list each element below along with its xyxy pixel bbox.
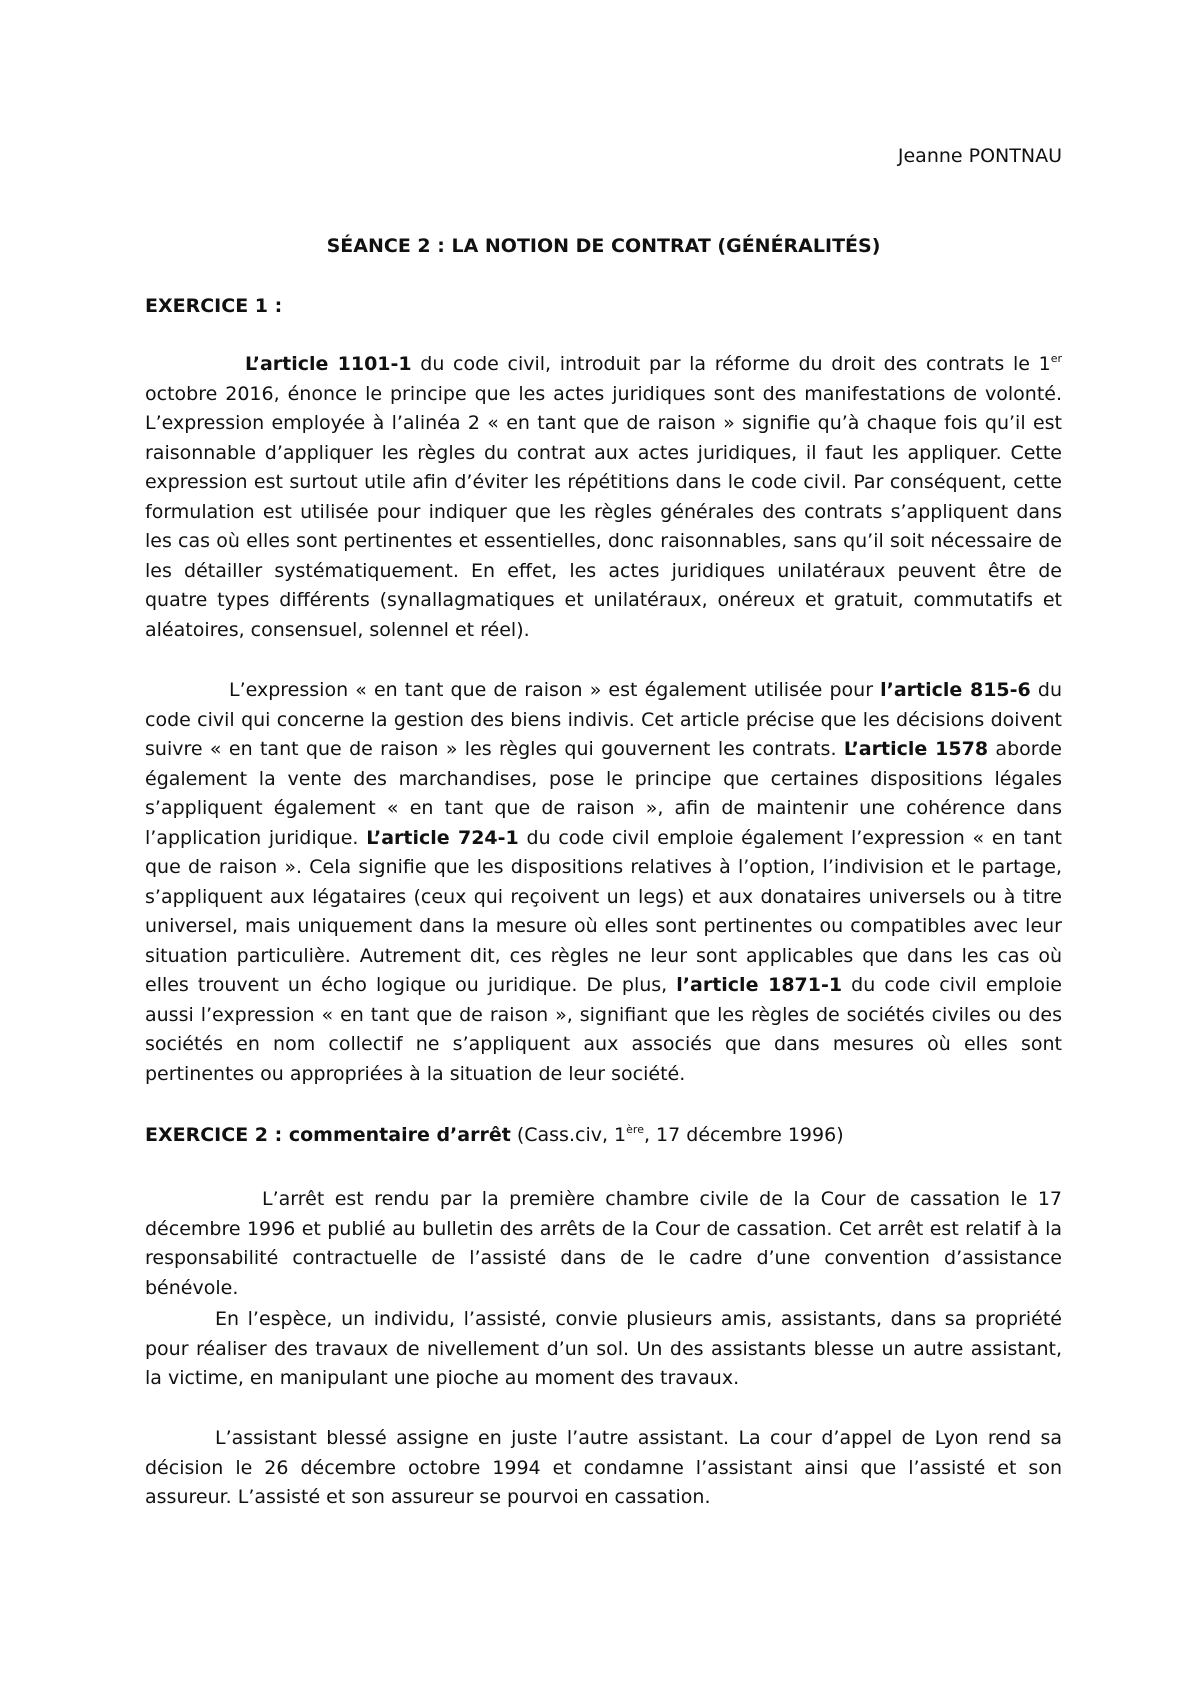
article-reference: L’article 1101-1	[245, 353, 412, 375]
date-day: 1	[1038, 353, 1051, 375]
exercise-1-heading: EXERCICE 1 :	[145, 295, 283, 317]
exercise-1-paragraph-1	[145, 350, 1062, 645]
article-reference: l’article 1871-1	[676, 974, 843, 996]
paragraph-text: du code civil emploie également l’expression « en tant que de raison ». Cela signifie que les dispositions relatives à l’option, l’indivision et le partage, s’appliquent aux légataires (ceux qui reçoivent un legs) et aux donataires universels ou à titre universel, mais uniquement dans la mesure où elles sont pertinentes ou compatibles avec leur situation particulière. Autrement dit, ces règles ne leur sont applicables que dans les cas où elles trouvent un écho logique ou juridique. De plus,	[145, 826, 1062, 996]
chamber-superscript: ère	[626, 1123, 644, 1136]
article-reference: l’article 815-6	[880, 679, 1031, 701]
exercise-2-heading	[145, 1121, 844, 1151]
exercise-2-paragraph-1: L’arrêt est rendu par la première chambre civile de la Cour de cassation le 17 décembre 1996 et publié au bulletin des arrêts de la Cour de cassation. Cet arrêt est relatif à la responsabilité contractuelle de l’assisté dans de le cadre d’une convention d’assistance bénévole.	[145, 1188, 1062, 1299]
exercise-1-paragraph-2	[145, 676, 1062, 1089]
paragraph-text: L’expression « en tant que de raison » est également utilisée pour	[229, 679, 881, 701]
exercise-2-paragraph-2: En l’espèce, un individu, l’assisté, convie plusieurs amis, assistants, dans sa propriété pour réaliser des travaux de nivellement d’un sol. Un des assistants blesse un autre assistant, la victime, en manipulant une pioche au moment des travaux.	[145, 1308, 1062, 1389]
article-reference: L’article 724-1	[366, 826, 519, 849]
decision-date: , 17 décembre 1996)	[643, 1124, 844, 1146]
exercise-2-title: EXERCICE 2 : commentaire d’arrêt	[145, 1124, 511, 1146]
paragraph-text: du code civil emploie aussi l’expression « en tant que de raison », signifiant que les règles de sociétés civiles ou des sociétés en nom collectif ne s’appliquent aux associés que dans mesures où elles sont pertinentes ou appropriées à la situation de leur société.	[145, 974, 1062, 1085]
paragraph-text: du code civil qui concerne la gestion des biens indivis. Cet article précise que les décisions doivent suivre « en tant que de raison » les règles qui gouvernent les contrats.	[145, 679, 1062, 760]
author-name: Jeanne PONTNAU	[897, 145, 1062, 167]
decision-reference: (Cass.civ, 1	[510, 1124, 627, 1146]
paragraph-text: du code civil, introduit par la réforme du droit des contrats le	[411, 353, 1039, 375]
date-superscript: er	[1050, 352, 1062, 365]
paragraph-text: octobre 2016, énonce le principe que les actes juridiques sont des manifestations de volonté. L’expression employée à l’alinéa 2 « en tant que de raison » signifie qu’à chaque fois qu’il est raisonnable d’appliquer les règles du contrat aux actes juridiques, il faut les appliquer. Cette expression est surtout utile afin d’éviter les répétitions dans le code civil. Par conséquent, cette formulation est utilisée pour indiquer que les règles générales des contrats s’appliquent dans les cas où elles sont pertinentes et essentielles, donc raisonnables, sans qu’il soit nécessaire de les détailler systématiquement. En effet, les actes juridiques unilatéraux peuvent être de quatre types différents (synallagmatiques et unilatéraux, onéreux et gratuit, commutatifs et aléatoires, consensuel, solennel et réel).	[145, 382, 1062, 641]
paragraph-text: aborde également la vente des marchandises, pose le principe que certaines dispositions légales s’appliquent également « en tant que de raison », afin de maintenir une cohérence dans l’application juridique.	[145, 738, 1062, 849]
document-title: SÉANCE 2 : LA NOTION DE CONTRAT (GÉNÉRALITÉS)	[326, 235, 881, 257]
article-reference: L’article 1578	[843, 738, 989, 760]
exercise-2-paragraph-3: L’assistant blessé assigne en juste l’autre assistant. La cour d’appel de Lyon rend sa décision le 26 décembre octobre 1994 et condamne l’assistant ainsi que l’assisté et son assureur. L’assisté et son assureur se pourvoi en cassation.	[145, 1427, 1062, 1508]
